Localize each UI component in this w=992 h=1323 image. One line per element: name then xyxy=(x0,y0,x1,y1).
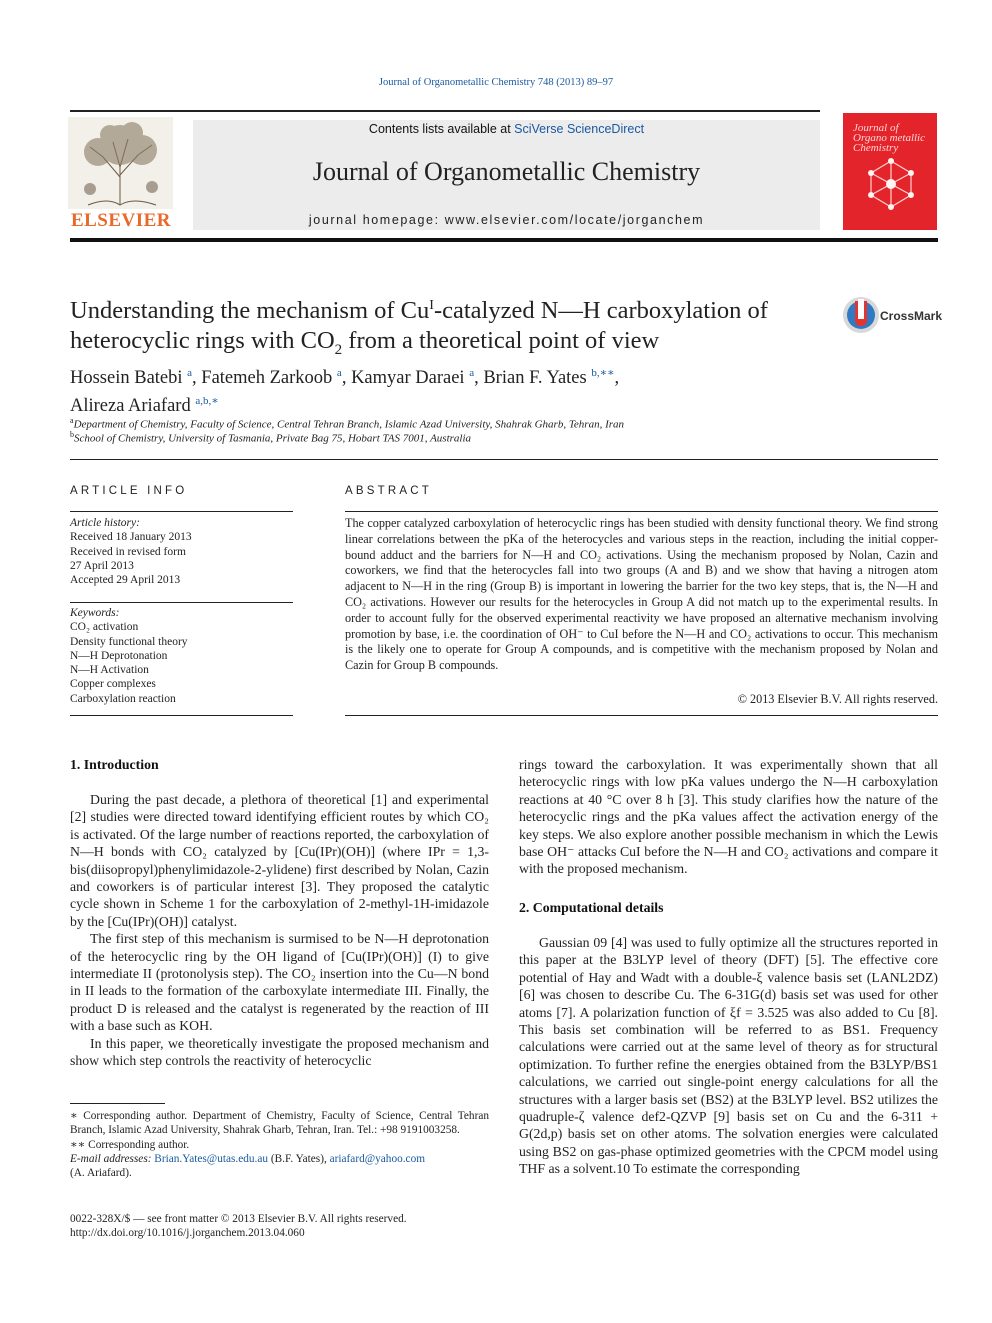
email-label: E-mail addresses: xyxy=(70,1152,155,1165)
keywords-block xyxy=(70,606,293,706)
keywords-rule xyxy=(70,602,293,603)
affiliation-b xyxy=(70,430,790,445)
abstract-rule xyxy=(345,511,938,512)
journal-homepage xyxy=(193,213,820,227)
cover-title: Journal of Organo metallic Chemistry xyxy=(853,122,925,154)
author-separator: , xyxy=(614,368,620,389)
affiliation-rule xyxy=(70,459,938,460)
author-affiliation-mark[interactable]: a xyxy=(336,367,342,379)
affiliation-mark: b xyxy=(70,430,74,439)
email-link-ariafard[interactable]: ariafard@yahoo.com xyxy=(329,1152,426,1165)
author-name[interactable]: Fatemeh Zarkoob xyxy=(201,368,337,389)
keyword: Density functional theory xyxy=(70,635,188,648)
journal-citation[interactable]: Journal of Organometallic Chemistry 748 (2013) 89–97 xyxy=(378,77,614,88)
history-label: Article history: xyxy=(70,517,140,529)
affiliation-mark: a xyxy=(70,416,74,425)
homepage-link[interactable]: www.elsevier.com/locate/jorganchem xyxy=(444,213,705,227)
abstract-copyright: © 2013 Elsevier B.V. All rights reserved. xyxy=(737,692,938,706)
computational-paragraph-1: Gaussian 09 [4] was used to fully optimize all the structures reported in this paper at the B3LYP level of theory (DFT) [5]. The effective core potential of Hay and Wadt with a double-ξ valence basis set (LANL2DZ) [6] was chosen to describe Cu. The 6-31G(d) basis set was used for other atoms [7]. A polarization function of ξf = 3.525 was also added to Cu [8]. This basis set combination will be referred to as BS1. Frequency calculations were carried out at the same level of theory as for structural optimization. To further refine the energies obtained from the B3LYP/BS1 calculations, we carried out single-point energy calculations for all the structures with a larger basis set (BS2) at the B3LYP level. BS2 utilizes the quadruple-ζ valence def2-QZVP [9] basis set on Cu and the 6-311 + G(2d,p) basis set on other atoms. The solvation energies were calculated using BS2 on gas-phase optimized geometries with the CPCM model using THF as a solvent.10 To estimate the corresponding xyxy=(519,935,938,1177)
article-info-rule xyxy=(70,511,293,512)
title-part-1: Understanding the mechanism of Cu xyxy=(70,297,430,325)
affiliation-text: School of Chemistry, University of Tasmania, Private Bag 75, Hobart TAS 7001, Australia xyxy=(74,432,472,445)
footnote-corresponding-1: ∗ Corresponding author. Department of Chemistry, Faculty of Science, Central Tehran Branch, Islamic Azad University, Shahrak Gharb, Tehran, Iran. Tel.: +98 9191003258. xyxy=(70,1110,489,1137)
footnote-rule xyxy=(70,1103,165,1104)
top-rule xyxy=(70,110,820,112)
abstract-bottom-rule xyxy=(345,715,938,716)
keyword: Copper complexes xyxy=(70,678,156,691)
history-line: Received in revised form xyxy=(70,545,186,558)
author-separator: , xyxy=(474,368,484,389)
author-separator: , xyxy=(192,368,202,389)
intro-paragraph-3-continued: rings toward the carboxylation. It was experimentally shown that all heterocyclic rings with low pKa values undergo the N—H carboxylation reactions at 40 °C over 8 h [3]. This study clarifies how the nature of the heterocyclic rings and the pKa values affect the activation energy of the key steps. We also explore another possible mechanism in which the Lewis base OH⁻ attacks CuI before the N—H and CO₂ activations and compare it with the proposed mechanism. xyxy=(519,757,938,877)
email-owner-yates: (B.F. Yates), xyxy=(268,1152,330,1165)
computational-body xyxy=(519,934,938,1178)
history-line: Accepted 29 April 2013 xyxy=(70,574,181,587)
article-title xyxy=(70,291,830,365)
author-name[interactable]: Hossein Batebi xyxy=(70,368,188,389)
author-name[interactable]: Brian F. Yates xyxy=(483,368,592,389)
header-thick-rule xyxy=(70,238,938,242)
history-line: Received 18 January 2013 xyxy=(70,531,192,544)
intro-body-right xyxy=(519,756,938,878)
keyword: N—H Deprotonation xyxy=(70,649,168,662)
crossmark-label[interactable]: CrossMark xyxy=(880,309,943,323)
keyword: Carboxylation reaction xyxy=(70,692,176,705)
email-link-yates[interactable]: Brian.Yates@utas.edu.au xyxy=(154,1152,269,1165)
author-affiliation-mark[interactable]: a xyxy=(187,367,193,379)
history-line: 27 April 2013 xyxy=(70,559,134,572)
author-affiliation-mark[interactable]: b,∗∗ xyxy=(591,367,615,379)
sciencedirect-link[interactable]: SciVerse ScienceDirect xyxy=(514,122,645,136)
keywords-label: Keywords: xyxy=(70,607,120,619)
email-owner-ariafard: (A. Ariafard). xyxy=(70,1167,132,1180)
homepage-prefix: journal homepage: xyxy=(308,213,445,227)
title-sup: I xyxy=(429,298,434,313)
doi-link[interactable]: http://dx.doi.org/10.1016/j.jorganchem.2013.04.060 xyxy=(70,1227,305,1239)
issn-line: 0022-328X/$ — see front matter © 2013 Elsevier B.V. All rights reserved. xyxy=(70,1213,407,1225)
cover-molecule-graphic xyxy=(859,155,923,217)
intro-paragraph-2: The first step of this mechanism is surmised to be N—H deprotonation of the heterocyclic ring by the OH ligand of [Cu(IPr)(OH)] (I) to give intermediate II (protonolysis step). The CO₂ insertion into the Cu—N bond in II leads to the formation of the carboxylate intermediate III. Finally, the product D is released and the catalyst is regenerated by the reaction of III with a base such as KOH. xyxy=(70,931,489,1034)
abstract-heading: ABSTRACT xyxy=(345,485,432,497)
elsevier-wordmark: ELSEVIER xyxy=(70,210,172,231)
article-history xyxy=(70,516,293,587)
intro-paragraph-1: During the past decade, a plethora of theoretical [1] and experimental [2] studies were directed toward identifying efficient routes by which CO₂ is activated. Of the large number of reactions reported, the carboxylation of N—H bonds with CO₂ catalyzed by [Cu(IPr)(OH)] (where IPr = 1,3-bis(diisopropyl)phenylimidazole-2-ylidene) first described by Nolan, Cazin and coworkers is of particular interest [3]. They proposed the catalytic cycle shown in Scheme 1 for the carboxylation of 2-methyl-1H-imidazole by the [Cu(IPr)(OH)] catalyst. xyxy=(70,792,489,929)
contents-line xyxy=(193,122,820,136)
author-separator: , xyxy=(341,368,352,389)
intro-paragraph-3: In this paper, we theoretically investigate the proposed mechanism and show which step controls the reactivity of heterocyclic xyxy=(70,1035,489,1069)
keyword: N—H Activation xyxy=(70,664,149,677)
footnote-emails xyxy=(70,1152,489,1181)
title-part-2: -catalyzed N—H carboxylation of heterocyclic rings with CO xyxy=(70,297,768,355)
crossmark-icon[interactable] xyxy=(842,296,880,334)
author-affiliation-mark[interactable]: a xyxy=(469,367,475,379)
journal-name: Journal of Organometallic Chemistry xyxy=(312,157,701,186)
affiliation-text: Department of Chemistry, Faculty of Science, Central Tehran Branch, Islamic Azad University, Shahrak Gharb, Tehran, Iran xyxy=(73,418,625,431)
footnote-corresponding-2: ∗∗ Corresponding author. xyxy=(70,1138,190,1151)
author-name[interactable]: Kamyar Daraei xyxy=(351,368,470,389)
affiliation-a xyxy=(70,416,790,431)
article-info-heading: ARTICLE INFO xyxy=(70,485,188,497)
footnotes xyxy=(70,1109,489,1180)
abstract-text: The copper catalyzed carboxylation of heterocyclic rings has been studied with density functional theory. We find strong linear correlations between the pKa of the heterocycles and various steps in the reaction, including the initial copper-bound adduct and the barriers for N—H and CO₂ activations. Using the mechanism proposed by Nolan, Cazin and coworkers, we find that the heterocycles fall into two groups (A and B) and we show that having a nitrogen atom adjacent to N—H in the ring (Group B) is important in lowering the barrier for the two key steps, that is, the N—H and CO₂ activations. However our results for the heterocycles in Group A did not match up to the experimental results. In order to account fully for the observed experimental reactivity we have proposed an alternative mechanism involving promotion by base, i.e. the coordination of OH⁻ to CuI before the N—H and CO₂ activations to occur. This mechanism is the likely one to operate for Group A compounds, and is competitive with the mechanism proposed by Nolan and Cazin for Group B compounds. xyxy=(345,516,938,673)
journal-cover-thumbnail[interactable] xyxy=(843,113,937,230)
keyword: CO₂ activation xyxy=(70,621,139,634)
article-info-bottom-rule xyxy=(70,715,293,716)
author-name[interactable]: Alireza Ariafard xyxy=(70,396,196,417)
intro-body-left xyxy=(70,791,489,1070)
contents-prefix: Contents lists available at xyxy=(368,122,515,136)
author-list xyxy=(70,362,790,418)
section-heading-introduction: 1. Introduction xyxy=(70,757,159,772)
section-heading-computational: 2. Computational details xyxy=(519,900,664,915)
title-part-3: from a theoretical point of view xyxy=(342,327,660,355)
title-sub: 2 xyxy=(334,342,343,359)
author-affiliation-mark[interactable]: a,b,∗ xyxy=(195,395,219,408)
